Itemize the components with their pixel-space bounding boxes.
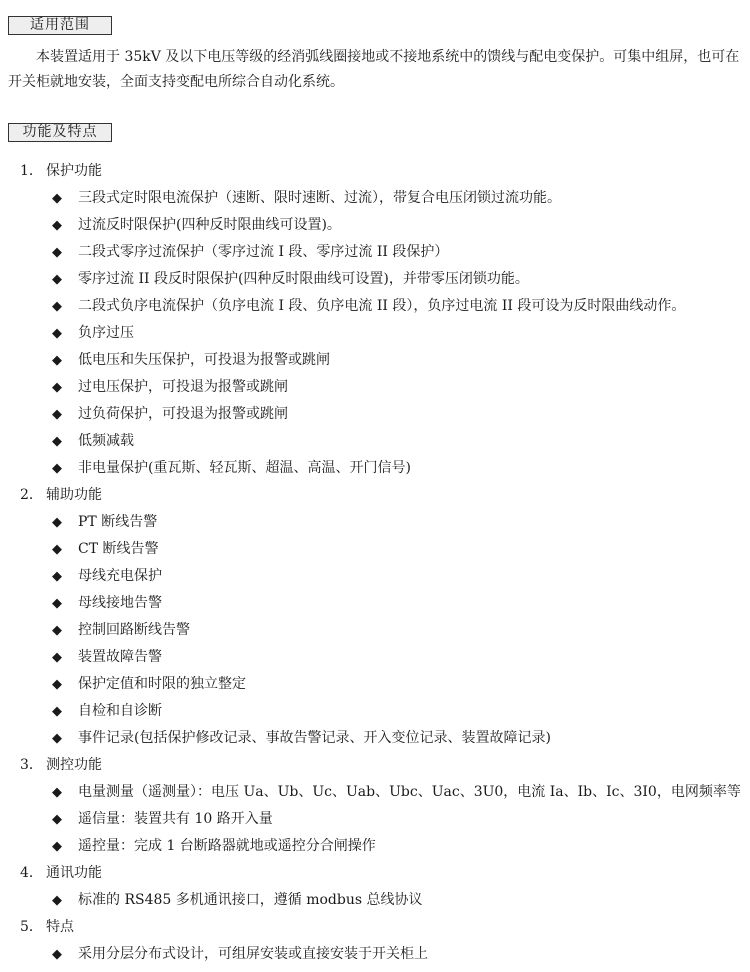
bullet-text: 三段式定时限电流保护（速断、限时速断、过流），带复合电压闭锁过流功能。 — [78, 190, 561, 206]
bullet-text: 电量测量（遥测量）：电压 Ua、Ub、Uc、Uab、Ubc、Uac、3U0，电流 Ia、Ib、Ic、3I0，电网频率等 — [78, 784, 741, 800]
feature-bullet-item — [52, 944, 428, 965]
group-title: 通讯功能 — [46, 865, 102, 881]
feature-bullet-item — [52, 188, 561, 209]
group-number: 5． — [20, 919, 43, 935]
section-title-scope: 适用范围 — [8, 16, 112, 35]
feature-bullet-item — [52, 647, 162, 668]
diamond-bullet-icon: ◆ — [52, 596, 62, 611]
feature-bullet-item — [52, 242, 448, 263]
bullet-text: 遥控量：完成 1 台断路器就地或遥控分合闸操作 — [78, 838, 376, 854]
diamond-bullet-icon: ◆ — [52, 353, 62, 368]
diamond-bullet-icon: ◆ — [52, 893, 62, 908]
diamond-bullet-icon: ◆ — [52, 299, 62, 314]
bullet-text: 二段式零序过流保护（零序过流 I 段、零序过流 II 段保护） — [78, 244, 449, 260]
bullet-text: 过负荷保护，可投退为报警或跳闸 — [78, 406, 288, 422]
bullet-text: 采用分层分布式设计，可组屏安装或直接安装于开关柜上 — [78, 946, 428, 962]
feature-bullet-item — [52, 674, 246, 695]
bullet-text: 低电压和失压保护，可投退为报警或跳闸 — [78, 352, 330, 368]
diamond-bullet-icon: ◆ — [52, 704, 62, 719]
feature-group-heading — [20, 485, 102, 505]
diamond-bullet-icon: ◆ — [52, 839, 62, 854]
feature-bullet-item — [52, 404, 288, 425]
diamond-bullet-icon: ◆ — [52, 191, 62, 206]
bullet-text: CT 断线告警 — [78, 541, 159, 557]
bullet-text: 零序过流 II 段反时限保护(四种反时限曲线可设置)，并带零压闭锁功能。 — [78, 271, 529, 287]
feature-bullet-item — [52, 593, 162, 614]
feature-bullet-item — [52, 350, 330, 371]
feature-bullet-item — [52, 215, 341, 236]
feature-bullet-item — [52, 323, 134, 344]
diamond-bullet-icon: ◆ — [52, 326, 62, 341]
bullet-text: 母线充电保护 — [78, 568, 162, 584]
section-title-features: 功能及特点 — [8, 123, 112, 142]
feature-group-heading — [20, 863, 102, 883]
diamond-bullet-icon: ◆ — [52, 812, 62, 827]
diamond-bullet-icon: ◆ — [52, 731, 62, 746]
diamond-bullet-icon: ◆ — [52, 461, 62, 476]
bullet-text: PT 断线告警 — [78, 514, 158, 530]
group-number: 2． — [20, 487, 43, 503]
diamond-bullet-icon: ◆ — [52, 380, 62, 395]
diamond-bullet-icon: ◆ — [52, 434, 62, 449]
feature-bullet-item — [52, 890, 422, 911]
bullet-text: 事件记录(包括保护修改记录、事故告警记录、开入变位记录、装置故障记录) — [78, 730, 551, 746]
feature-group-heading — [20, 161, 102, 181]
group-number: 1． — [20, 163, 43, 179]
feature-group-heading — [20, 755, 102, 775]
diamond-bullet-icon: ◆ — [52, 650, 62, 665]
bullet-text: 母线接地告警 — [78, 595, 162, 611]
bullet-text: 标准的 RS485 多机通讯接口，遵循 modbus 总线协议 — [78, 892, 423, 908]
feature-bullet-item — [52, 836, 376, 857]
feature-bullet-item — [52, 782, 741, 803]
scope-paragraph: 本装置适用于 35kV 及以下电压等级的经消弧线圈接地或不接地系统中的馈线与配电变保护。可集中组屏，也可在开关柜就地安装，全面支持变配电所综合自动化系统。 — [8, 49, 740, 90]
feature-bullet-item — [52, 269, 529, 290]
bullet-text: 保护定值和时限的独立整定 — [78, 676, 246, 692]
group-title: 辅助功能 — [46, 487, 102, 503]
feature-bullet-item — [52, 296, 685, 317]
group-number: 4． — [20, 865, 43, 881]
diamond-bullet-icon: ◆ — [52, 218, 62, 233]
diamond-bullet-icon: ◆ — [52, 623, 62, 638]
diamond-bullet-icon: ◆ — [52, 407, 62, 422]
diamond-bullet-icon: ◆ — [52, 542, 62, 557]
diamond-bullet-icon: ◆ — [52, 245, 62, 260]
feature-bullet-item — [52, 458, 411, 479]
bullet-text: 非电量保护(重瓦斯、轻瓦斯、超温、高温、开门信号) — [78, 460, 411, 476]
diamond-bullet-icon: ◆ — [52, 515, 62, 530]
diamond-bullet-icon: ◆ — [52, 947, 62, 962]
feature-bullet-item — [52, 512, 157, 533]
bullet-text: 遥信量：装置共有 10 路开入量 — [78, 811, 273, 827]
feature-bullet-item — [52, 566, 162, 587]
group-number: 3． — [20, 757, 43, 773]
bullet-text: 过流反时限保护(四种反时限曲线可设置)。 — [78, 217, 341, 233]
feature-bullet-item — [52, 620, 190, 641]
feature-group-heading — [20, 917, 74, 937]
bullet-text: 二段式负序电流保护（负序电流 I 段、负序电流 II 段），负序过电流 II 段可设为反时限曲线动作。 — [78, 298, 686, 314]
diamond-bullet-icon: ◆ — [52, 569, 62, 584]
feature-bullet-item — [52, 728, 551, 749]
diamond-bullet-icon: ◆ — [52, 785, 62, 800]
group-title: 特点 — [46, 919, 74, 935]
feature-bullet-item — [52, 431, 134, 452]
bullet-text: 控制回路断线告警 — [78, 622, 190, 638]
group-title: 保护功能 — [46, 163, 102, 179]
feature-bullet-item — [52, 809, 273, 830]
group-title: 测控功能 — [46, 757, 102, 773]
diamond-bullet-icon: ◆ — [52, 677, 62, 692]
bullet-text: 自检和自诊断 — [78, 703, 162, 719]
diamond-bullet-icon: ◆ — [52, 272, 62, 287]
feature-bullet-item — [52, 377, 288, 398]
bullet-text: 装置故障告警 — [78, 649, 162, 665]
feature-bullet-item — [52, 701, 162, 722]
feature-bullet-item — [52, 539, 159, 560]
bullet-text: 低频减载 — [78, 433, 134, 449]
bullet-text: 过电压保护，可投退为报警或跳闸 — [78, 379, 288, 395]
bullet-text: 负序过压 — [78, 325, 134, 341]
